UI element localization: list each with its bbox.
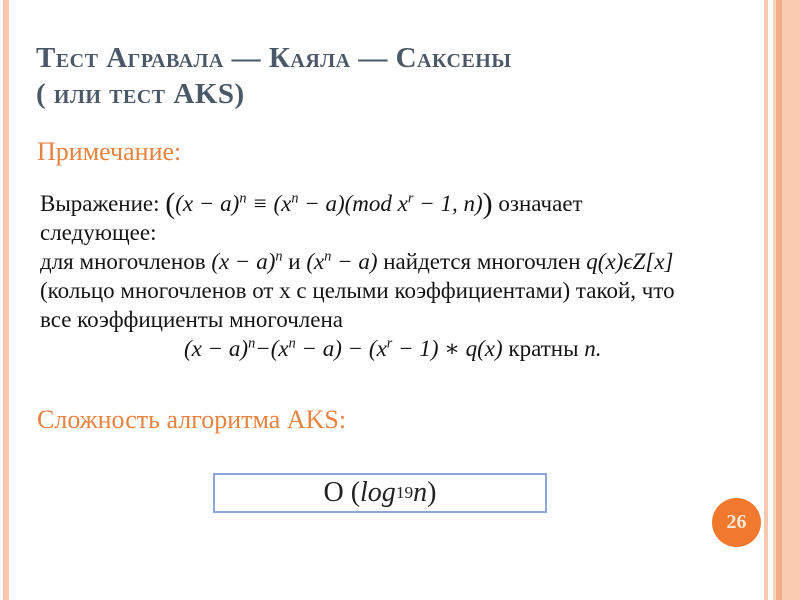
complexity-formula-text: O ( — [323, 477, 361, 508]
right-border-stripe-thin — [764, 0, 768, 600]
formula-math: − 1, n) — [413, 191, 483, 216]
page-number-badge — [712, 498, 761, 547]
right-border-stripe-band — [773, 0, 800, 600]
formula-math: − a) — [331, 249, 378, 274]
big-paren-open: ( — [165, 187, 176, 220]
formula-text: следующее: — [40, 220, 157, 245]
formula-line-5 — [40, 305, 740, 334]
superscript-r: r — [407, 190, 414, 207]
formula-math: ≡ (x — [246, 191, 292, 216]
formula-math: q(x)ϵZ[x] — [586, 249, 674, 274]
formula-block — [40, 189, 740, 363]
complexity-formula-close: ) — [427, 477, 437, 508]
formula-math: (x — [306, 249, 325, 274]
formula-text: означает — [492, 191, 583, 216]
formula-line-1 — [40, 189, 740, 218]
slide-title-line1: Тест Агравала — Каяла — Саксены — [36, 42, 512, 74]
note-heading: Примечание: — [37, 137, 182, 166]
formula-math: (x − a) — [211, 249, 276, 274]
formula-math: − a)(mod x — [298, 191, 408, 216]
formula-math: − a) − (x — [295, 336, 387, 361]
superscript-n: n — [324, 248, 332, 265]
superscript-n: n — [288, 335, 296, 352]
big-paren-close: ) — [482, 187, 493, 220]
formula-math: − 1) ∗ q(x) — [392, 336, 503, 361]
formula-text: (кольцо многочленов от x с целыми коэффициентами) такой, что — [40, 278, 675, 303]
formula-math: −(x — [255, 336, 289, 361]
formula-text: найдется многочлен — [377, 249, 587, 274]
superscript-r: r — [386, 335, 393, 352]
formula-line-3 — [40, 247, 740, 276]
superscript-n: n — [239, 190, 247, 207]
formula-text: Выражение: — [40, 191, 166, 216]
superscript-n: n — [291, 190, 299, 207]
formula-text: для многочленов — [40, 249, 212, 274]
formula-text: кратны — [502, 336, 585, 361]
formula-line-2 — [40, 218, 740, 247]
formula-line-6 — [40, 334, 740, 363]
complexity-heading: Сложность алгоритма AKS: — [37, 405, 347, 434]
formula-line-4 — [40, 276, 740, 305]
complexity-formula-log: log — [360, 477, 396, 508]
superscript-n: n — [275, 248, 283, 265]
formula-math: n. — [584, 336, 602, 361]
complexity-box: O ( log 19 n ) — [213, 473, 547, 513]
page-number: 26 — [726, 511, 747, 533]
superscript-n: n — [248, 335, 256, 352]
left-border-stripe — [3, 0, 9, 600]
slide-title — [36, 40, 511, 112]
complexity-formula-n: n — [413, 477, 428, 508]
formula-text: все коэффициенты многочлена — [40, 307, 343, 332]
formula-text: и — [282, 249, 307, 274]
formula-math: (x − a) — [184, 336, 249, 361]
formula-math: (x − a) — [175, 191, 240, 216]
slide-title-line2: ( или тест AKS) — [36, 78, 245, 110]
